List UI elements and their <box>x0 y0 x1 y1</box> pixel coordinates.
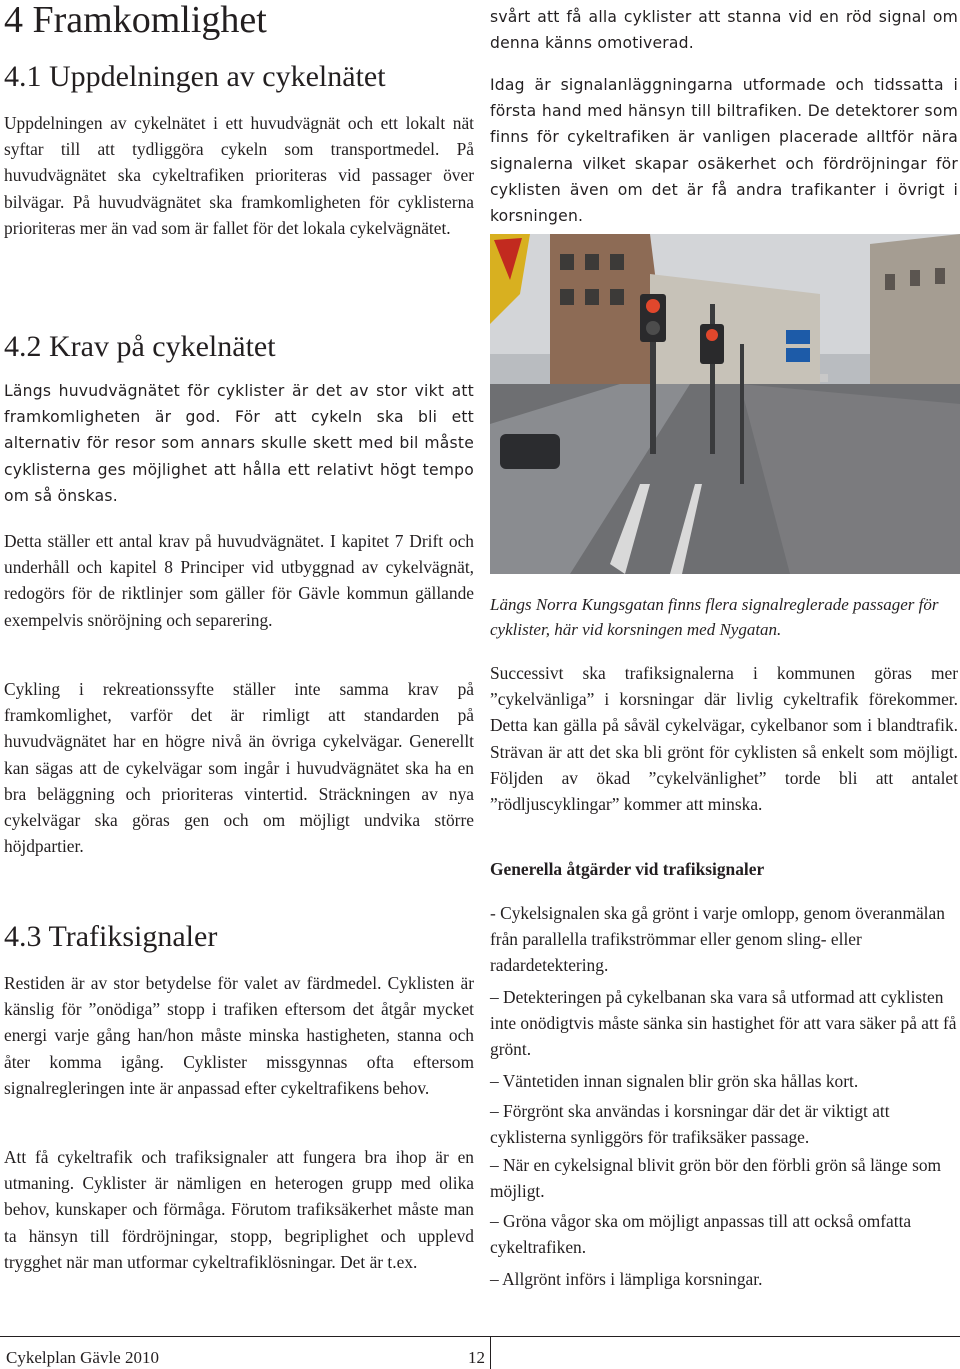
street-photo <box>490 234 960 574</box>
section-4-2-paragraph-1: Längs huvudvägnätet för cyklister är det av stor vikt att framkomligheten är god. För att cykeln ska bli ett alternativ för resor som annars skulle skett med bil måste cyklisterna ges möjlighet att hålla ett relativt högt tempo om så önskas. <box>4 382 474 505</box>
footer-document-title: Cykelplan Gävle 2010 <box>6 1348 159 1367</box>
measures-subheading: Generella åtgärder vid trafiksignaler <box>490 859 765 879</box>
section-4-1-paragraph: Uppdelningen av cykelnätet i ett huvudvägnät och ett lokalt nät syftar till att tydliggöra cykeln som transportmedel. På huvudvägnätet ska cykeltrafiken prioriteras vid passager över bilvägar. På huvudvägnätet ska framkomligheten för cyklisterna prioriteras mer än vad som är fallet för det lokala cykelvägnätet. <box>4 113 474 238</box>
signal-design-paragraph: Idag är signalanläggningarna utformade och tidssatta i första hand med hänsyn till biltrafiken. De detektorer som finns för cykeltrafiken är vanligen placerade alltför nära signalerna vilket skapar osäkerhet och fördröjningar för cyklisten även om det är få andra trafikanter i övrigt i korsningen. <box>490 76 958 226</box>
measure-item: – Gröna vågor ska om möjligt anpassas till att också omfatta cykeltrafiken. <box>490 1211 912 1258</box>
continued-paragraph: svårt att få alla cyklister att stanna vid en röd signal om denna känns omotiverad. <box>490 8 958 53</box>
chapter-title: 4 Framkomlighet <box>4 0 267 41</box>
section-4-2-paragraph-2: Detta ställer ett antal krav på huvudvägnätet. I kapitet 7 Drift och underhåll och kapitel 8 Principer vid utbyggnad av cykelvägnät, redogörs för de riktlinjer som gäller för Gävle kommun gällande exempelvis snöröjning och separering. <box>4 531 474 630</box>
section-4-3-paragraph-2: Att få cykeltrafik och trafiksignaler att fungera bra ihop är en utmaning. Cyklister är nämligen en heterogen grupp med olika behov, kunskaper och förmåga. Förutom trafiksäkerhet måste man ta hänsyn till fördröjningar, stopp, begriplighet och upplevd trygghet när man utformar cykeltrafiklösningar. Det är t.ex. <box>4 1147 474 1272</box>
footer-rule <box>0 1336 960 1337</box>
section-4-3-paragraph-1: Restiden är av stor betydelse för valet av färdmedel. Cyklisten är känslig för ”onödiga” stopp i trafiken eftersom det åtgår mycket energi varje gång han/hon måste minska hastigheten, stanna och åter komma igång. Cyklister missgynnas ofta eftersom signalregleringen inte är anpassad efter cykeltrafikens behov. <box>4 973 474 1098</box>
measure-item: – Förgrönt ska användas i korsningar där det är viktigt att cyklisterna synliggörs för trafiksäker passage. <box>490 1101 890 1148</box>
measure-item: - Cykelsignalen ska gå grönt i varje omlopp, genom överanmälan från parallella trafikströmmar eller genom sling- eller radardetektering. <box>490 903 945 976</box>
measure-item: – Allgrönt införs i lämpliga korsningar. <box>490 1269 763 1289</box>
footer-divider <box>490 1336 491 1369</box>
section-title-4-2: 4.2 Krav på cykelnätet <box>4 330 276 363</box>
section-title-4-3: 4.3 Trafiksignaler <box>4 920 218 953</box>
cycle-friendly-paragraph: Successivt ska trafiksignalerna i kommunen göras mer ”cykelvänliga” i korsningar där livlig cykeltrafik förekommer. Detta kan gälla på såväl cykelvägar, cykelbanor som i blandtrafik. Strävan är att det ska bli grönt för cyklisten så enkelt som möjligt. Följden av ökad ”cykelvänlighet” torde bli att antalet ”rödljuscyklingar” kommer att minska. <box>490 663 958 815</box>
section-4-2-paragraph-3: Cykling i rekreationssyfte ställer inte samma krav på framkomlighet, varför det är rimligt att standarden på huvudvägnätet har en högre nivå än övriga cykelvägar. Generellt kan sägas att de cykelvägar som ingår i huvudvägnätet ska ha en bra beläggning och prioriteras vintertid. Sträckningen av nya cykelvägar ska göras gen och om möjligt undvika större höjdpartier. <box>4 679 474 857</box>
footer-page-number: 12 <box>468 1348 485 1367</box>
photo-caption: Längs Norra Kungsgatan finns flera signalreglerade passager för cyklister, här vid korsningen med Nygatan. <box>490 595 939 639</box>
measure-item: – Väntetiden innan signalen blir grön ska hållas kort. <box>490 1071 859 1091</box>
measure-item: – Detekteringen på cykelbanan ska vara så utformad att cyklisten inte onödigtvis måste sänka sin hastighet för att vara säker på att få grönt. <box>490 987 957 1060</box>
section-title-4-1: 4.1 Uppdelningen av cykelnätet <box>4 60 386 93</box>
measure-item: – När en cykelsignal blivit grön bör den förbli grön så länge som möjligt. <box>490 1155 942 1202</box>
